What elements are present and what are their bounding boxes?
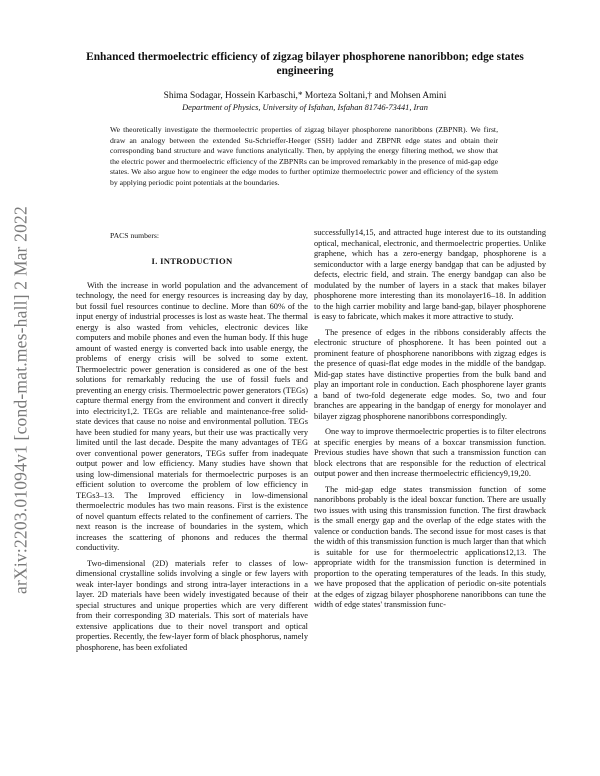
paragraph: With the increase in world population and the advancement of technology, the need for energy resources is increasing day by day, but fossil fuel resources continue to decline. More than 60% of the input energy of industrial processes is lost as waste heat. The thermal energy is also wasted from vehicles, electronic devices like computers and mobile phones and even the human body. If this huge amount of wasted energy is converted back into usable energy, the problems of energy crisis will be solved to some extent. Thermoelectric power generation is considered as one of the best solutions for remarkably reducing the use of fossil fuels and preventing an energy crisis. Thermoelectric power generators (TEGs) capture thermal energy from the environment and convert it directly into electricity1,2. TEGs are reliable and maintenance-free solid-state devices that cause no noise and environmental pollution. TEGs have been studied for many years, but their use was practically very limited until the last decade. Despite the many advantages of TEG over conventional power generators, TEGs suffer from inadequate output power and low efficiency. Many studies have shown that using low-dimensional materials for thermoelectric purposes is an efficient solution to overcome the problem of low efficiency in TEGs3–13. The Improved efficiency in low-dimensional thermoelectric modules has two main reasons. First is the existence of novel quantum effects related to the confinement of carriers. The next reason is the increase of boundaries in the system, which increases the scattering of phonons and reduces the thermal conductivity.	[76, 280, 308, 552]
arxiv-stamp	[6, 150, 36, 650]
paragraph: Two-dimensional (2D) materials refer to classes of low-dimensional crystalline solids involving a single or few layers with weak inter-layer bondings and strong intra-layer interactions in a layer. 2D materials have been widely investigated because of their special structures and unique properties which are very different from their corresponding 3D materials. This sort of materials have extensive applications due to their novel transport and optical properties. Recently, the few-layer form of black phosphorus, namely phosphorene, has been exfoliated	[76, 558, 308, 652]
paragraph: The presence of edges in the ribbons considerably affects the electronic structure of phosphorene. It has been pointed out a prominent feature of phosphorene nanoribbons with zigzag edges is the presence of quasi-flat edge modes in the middle of the bandgap. Mid-gap states have distinctive properties from the bulk band and play an important role in conduction. Each phosphorene layer grants a band of two-fold degenerate edge modes. So, two and four branches are appearing in the bandgap of energy for monolayer and bilayer zigzag phosphorene nanoribbons correspondingly.	[314, 327, 546, 421]
abstract: We theoretically investigate the thermoelectric properties of zigzag bilayer phosphorene nanoribbons (ZBPNR). We first, draw an analogy between the extended Su-Schrieffer-Heeger (SSH) ladder and ZBPNR edge states and obtain their corresponding band structure and wave functions analytically. Then, by applying the energy filtering method, we show that the electric power and thermoelectric efficiency of the ZBPNRs can be improved remarkably in the presence of mid-gap edge states. We also argue how to engineer the edge modes to further optimize thermoelectric power and efficiency of the system by applying periodic point potentials at the boundaries.	[110, 125, 498, 187]
author-list: Shima Sodagar, Hossein Karbaschi,* Morteza Soltani,† and Mohsen Amini	[163, 91, 447, 101]
paragraph: The mid-gap edge states transmission function of some nanoribbons probably is the ideal boxcar function. There are usually two issues with using this transmission function. The first drawback is the small energy gap and the overlap of the edge states with the valence or conduction bands. The second issue for most cases is that the width of this transmission function is much larger than that which is suitable for use for thermoelectric applications12,13. The appropriate width for the transmission function is determined in proportion to the operating temperatures of the leads. In this study, we have proposed that the application of periodic on-site potentials at the edges of zigzag bilayer phosphorene nanoribbons can tune the width of edge states' transmission func-	[314, 484, 546, 609]
affiliation: Department of Physics, University of Isfahan, Isfahan 81746-73441, Iran	[182, 103, 428, 112]
arxiv-stamp-text: arXiv:2203.01094v1 [cond-mat.mes-hall] 2 Mar 2022	[10, 206, 31, 594]
paragraph: One way to improve thermoelectric properties is to filter electrons at specific energies by means of a boxcar transmission function. Previous studies have shown that such a transmission function can block electrons that are responsible for the reduction of electrical output power and then increase thermoelectric efficiency9,19,20.	[314, 427, 546, 478]
section-heading: I. INTRODUCTION	[151, 256, 233, 266]
pacs-numbers: PACS numbers:	[110, 231, 160, 240]
paper-title: Enhanced thermoelectric efficiency of zigzag bilayer phosphorene nanoribbon; edge states engineering	[86, 51, 524, 77]
right-column	[314, 228, 546, 611]
paragraph: successfully14,15, and attracted huge interest due to its outstanding optical, mechanical, electronic, and thermoelectric properties. Unlike graphene, which has a zero-energy bandgap, phosphorene is a semiconductor with a large energy bandgap that can be adjusted by defects, electric field, and strain. The energy bandgap can also be modulated by the number of layers in a stack that makes bilayer phosphorene more interesting than its monolayer16–18. In addition to the high carrier mobility and large band-gap, bilayer phosphorene is easy to fabricate, which makes it more attractive to study.	[314, 228, 546, 321]
left-column	[76, 256, 308, 653]
